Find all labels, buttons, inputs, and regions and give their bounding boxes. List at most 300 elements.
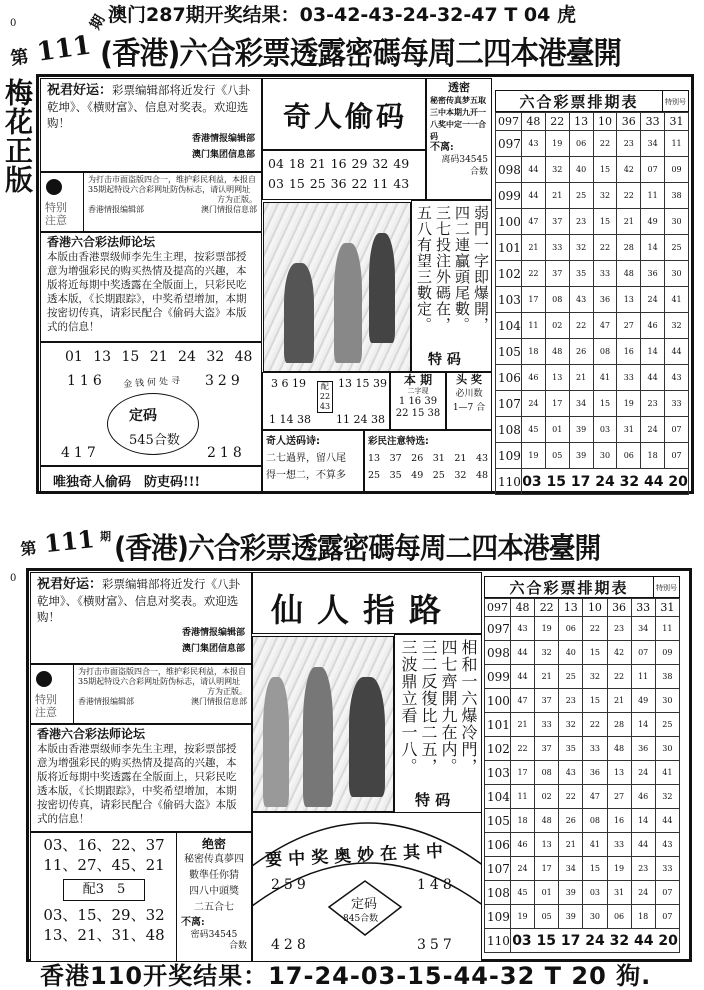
period-cell: 107 xyxy=(496,391,522,417)
ring-br: 218 xyxy=(207,445,246,461)
table-row xyxy=(496,235,689,261)
number-cell: 09 xyxy=(655,641,679,665)
number-cell: 22 xyxy=(583,713,607,737)
number-cell: 16 xyxy=(617,339,641,365)
notice-label: 特别注意 xyxy=(35,693,57,719)
verse-line: 五八有望三數定。 xyxy=(415,205,433,333)
number-cell: 47 xyxy=(522,209,546,235)
number-cell: 36 xyxy=(631,737,655,761)
table-header-row xyxy=(485,599,680,617)
number-cell: 25 xyxy=(655,713,679,737)
number-cell: 38 xyxy=(665,183,689,209)
verse-line: 三波鼎立看一八。 xyxy=(399,639,418,775)
number-cell: 49 xyxy=(631,689,655,713)
number-cell: 47 xyxy=(593,313,617,339)
period-cell: 100 xyxy=(496,209,522,235)
number-cell: 14 xyxy=(631,809,655,833)
number-cell: 18 xyxy=(641,443,665,469)
panel2-title: 仙人指路 xyxy=(271,591,456,629)
picks-title: 彩民注意特选: xyxy=(368,436,429,447)
pair-label: 配3 5 xyxy=(63,879,145,901)
number-cell: 21 xyxy=(607,689,631,713)
number-cell: 33 xyxy=(593,261,617,287)
panel1-title-box xyxy=(262,78,426,150)
period-cell: 105 xyxy=(496,339,522,365)
number-cell: 32 xyxy=(545,157,569,183)
greeting-sign2: 澳门集团信息部 xyxy=(181,644,245,654)
number-cell: 31 xyxy=(607,881,631,905)
verse-label: 特 码 xyxy=(415,791,451,809)
number-cell: 48 xyxy=(535,809,559,833)
number-cell: 23 xyxy=(559,689,583,713)
left-numbers: 01 13 15 21 24 32 48 xyxy=(65,349,253,365)
number-cell: 21 xyxy=(545,183,569,209)
header-cell: 13 xyxy=(569,113,593,131)
number-cell: 26 xyxy=(569,339,593,365)
number-cell: 24 xyxy=(631,761,655,785)
number-cell: 48 xyxy=(607,737,631,761)
number-cell: 13 xyxy=(617,287,641,313)
number-cell: 19 xyxy=(617,391,641,417)
diamond-box xyxy=(252,812,482,962)
number-cell: 14 xyxy=(631,713,655,737)
number-cell: 24 xyxy=(641,417,665,443)
notice-box xyxy=(30,664,252,724)
number-cell: 46 xyxy=(641,313,665,339)
latest-result: 03 15 17 24 32 44 20 xyxy=(522,469,689,495)
number-cell: 32 xyxy=(583,665,607,689)
greeting-sign1: 香港情报编辑部 xyxy=(181,628,245,638)
number-cell: 24 xyxy=(511,857,535,881)
number-cell: 14 xyxy=(641,339,665,365)
table-row xyxy=(496,183,689,209)
table-row xyxy=(496,391,689,417)
notice-tail: 方为正版。 xyxy=(207,687,247,696)
number-cell: 23 xyxy=(607,617,631,641)
panel1-footer: 唯独奇人偷码 防吏码!!! xyxy=(40,466,262,492)
pair-br: 11 24 38 xyxy=(336,413,385,426)
number-cell: 30 xyxy=(593,443,617,469)
first-prize-title: 头 奖 xyxy=(456,373,482,386)
poem-l1: 二七過界，留八尾 xyxy=(266,453,346,464)
number-cell: 22 xyxy=(583,617,607,641)
this-issue-box xyxy=(390,372,446,430)
greeting-box xyxy=(30,572,252,664)
header-cell: 22 xyxy=(535,599,559,617)
notice-body: 为打击市面盗版四合一，维护彩民利益，本报自35期起特设六合彩网址防伪标志，请认明网址 xyxy=(88,175,256,194)
issue-value: 111 xyxy=(42,524,96,559)
number-cell: 19 xyxy=(535,617,559,641)
table-row xyxy=(496,287,689,313)
table-row xyxy=(485,665,680,689)
number-cell: 11 xyxy=(655,617,679,641)
table-row xyxy=(496,209,689,235)
number-cell: 22 xyxy=(522,261,546,287)
number-cell: 13 xyxy=(545,365,569,391)
number-cell: 39 xyxy=(559,905,583,929)
number-cell: 40 xyxy=(559,641,583,665)
verse-line: 三七投注外碼在， xyxy=(434,205,452,333)
schedule-table-bottom xyxy=(484,576,680,953)
number-cell: 21 xyxy=(559,833,583,857)
number-cell: 27 xyxy=(617,313,641,339)
number-cell: 37 xyxy=(535,737,559,761)
arc-text: 要中奖奥妙在其中 xyxy=(264,841,450,871)
verse-label: 特 码 xyxy=(428,352,461,368)
header-cell: 10 xyxy=(583,599,607,617)
nums-bottom-2: 13、21、31、48 xyxy=(43,926,165,944)
number-cell: 43 xyxy=(665,365,689,391)
period-cell: 104 xyxy=(485,785,511,809)
number-cell: 22 xyxy=(617,183,641,209)
number-cell: 33 xyxy=(665,391,689,417)
period-cell: 098 xyxy=(496,157,522,183)
table-row xyxy=(496,443,689,469)
period-cell: 103 xyxy=(496,287,522,313)
secret-body: 秘密传真梦五取三中本期九开一八奖中定一一合码 xyxy=(430,95,486,141)
number-cell: 23 xyxy=(641,391,665,417)
diamond-sum: 845合数 xyxy=(343,914,379,924)
header-cell: 22 xyxy=(545,113,569,131)
number-cell: 46 xyxy=(522,365,546,391)
number-cell: 30 xyxy=(583,905,607,929)
number-cell: 15 xyxy=(593,157,617,183)
number-cell: 37 xyxy=(545,261,569,287)
issue-prefix: 第 xyxy=(9,46,31,70)
picks-l1: 13 37 26 31 21 43 xyxy=(368,453,489,464)
number-cell: 32 xyxy=(535,641,559,665)
diamond-bl: 428 xyxy=(271,937,310,953)
number-cell: 32 xyxy=(655,785,679,809)
table-row xyxy=(485,833,680,857)
nums-top-2: 11、27、45、21 xyxy=(43,856,165,874)
table-row xyxy=(485,809,680,833)
secret2-sum: 合数 xyxy=(228,941,247,951)
period-cell: 097 xyxy=(496,131,522,157)
greeting-sign1: 香港情报编辑部 xyxy=(191,134,255,144)
number-cell: 06 xyxy=(569,131,593,157)
table-header-row xyxy=(496,113,689,131)
headline: (香港)六合彩票透露密碼每周二四本港臺開 xyxy=(114,531,601,565)
this-issue-l1: 1 16 39 xyxy=(398,396,438,407)
number-cell: 42 xyxy=(617,157,641,183)
secret2-line: 二五合七 xyxy=(194,902,234,913)
number-cell: 30 xyxy=(655,689,679,713)
panel1-title: 奇人偷码 xyxy=(283,100,408,133)
number-cell: 22 xyxy=(511,737,535,761)
pair-mid: 配 xyxy=(321,382,329,391)
number-cell: 15 xyxy=(583,641,607,665)
issue-number xyxy=(19,524,96,561)
number-cell: 08 xyxy=(583,809,607,833)
secret2-label: 不离: xyxy=(181,917,205,928)
number-cell: 22 xyxy=(569,313,593,339)
number-cell: 07 xyxy=(631,641,655,665)
this-issue-title: 本 期 xyxy=(403,373,433,387)
table-row-latest xyxy=(496,469,689,495)
number-cell: 44 xyxy=(655,809,679,833)
first-prize-l2: 1—7 合 xyxy=(452,403,486,413)
latest-result: 03 15 17 24 32 44 20 xyxy=(511,929,680,953)
header-cell: 33 xyxy=(631,599,655,617)
number-cell: 15 xyxy=(583,689,607,713)
number-cell: 33 xyxy=(535,713,559,737)
table-row xyxy=(496,365,689,391)
number-cell: 34 xyxy=(631,617,655,641)
number-cell: 32 xyxy=(559,713,583,737)
table-row xyxy=(485,905,680,929)
number-cell: 39 xyxy=(559,881,583,905)
panel2-verse-box xyxy=(394,634,482,814)
number-cell: 49 xyxy=(641,209,665,235)
period-cell: 108 xyxy=(485,881,511,905)
header-cell: 48 xyxy=(511,599,535,617)
number-cell: 17 xyxy=(545,391,569,417)
number-cell: 24 xyxy=(522,391,546,417)
number-cell: 45 xyxy=(511,881,535,905)
schedule-title: 六合彩票排期表 xyxy=(509,579,629,597)
number-cell: 41 xyxy=(665,287,689,313)
panel1-verse-box xyxy=(411,200,492,372)
number-cell: 36 xyxy=(583,761,607,785)
number-cell: 15 xyxy=(583,857,607,881)
number-cell: 11 xyxy=(665,131,689,157)
number-cell: 43 xyxy=(569,287,593,313)
secret-code: 离码34545 xyxy=(441,155,488,165)
number-cell: 11 xyxy=(511,785,535,809)
number-cell: 43 xyxy=(559,761,583,785)
greeting-title: 祝君好运： xyxy=(47,83,113,98)
number-cell: 41 xyxy=(593,365,617,391)
forum-body: 本版由香港票级师李先生主理，按彩票部授意为增强彩民的购买热情及提高的兴趣，本版将近每期中奖透露在全版面上，只彩民吃透本版，《长期跟踪》，中奖希望增加，本期按密切传真，请彩民配合《偷码大盗》本版式的信息！ xyxy=(37,743,237,825)
number-cell: 32 xyxy=(569,235,593,261)
number-cell: 21 xyxy=(617,209,641,235)
number-cell: 11 xyxy=(631,665,655,689)
notice-sign1: 香港情报编辑部 xyxy=(78,697,134,706)
number-cell: 17 xyxy=(522,287,546,313)
number-cell: 25 xyxy=(665,235,689,261)
number-cell: 36 xyxy=(641,261,665,287)
number-cell: 05 xyxy=(535,905,559,929)
header-cell: 13 xyxy=(559,599,583,617)
number-cell: 43 xyxy=(522,131,546,157)
period-cell: 103 xyxy=(485,761,511,785)
number-cell: 42 xyxy=(607,641,631,665)
number-cell: 44 xyxy=(511,665,535,689)
poem-l2: 得一想二，不算多 xyxy=(266,470,346,481)
forum-box xyxy=(30,724,252,832)
number-cell: 02 xyxy=(535,785,559,809)
pair-mid: 22 xyxy=(319,392,331,401)
diamond-center: 定码 xyxy=(351,897,378,912)
number-cell: 46 xyxy=(511,833,535,857)
picks-l2: 25 35 49 25 32 48 xyxy=(368,470,489,481)
number-cell: 35 xyxy=(559,737,583,761)
number-cell: 15 xyxy=(593,391,617,417)
number-cell: 11 xyxy=(641,183,665,209)
number-cell: 41 xyxy=(583,833,607,857)
number-cell: 47 xyxy=(511,689,535,713)
period-cell: 098 xyxy=(485,641,511,665)
number-cell: 33 xyxy=(545,235,569,261)
table-row xyxy=(485,857,680,881)
number-cell: 33 xyxy=(607,833,631,857)
number-cell: 47 xyxy=(583,785,607,809)
number-cell: 43 xyxy=(655,833,679,857)
table-row xyxy=(496,131,689,157)
number-cell: 13 xyxy=(607,761,631,785)
table-row xyxy=(496,339,689,365)
secret2-title: 绝密 xyxy=(201,837,226,851)
headline: (香港)六合彩票透露密碼每周二四本港臺開 xyxy=(100,36,622,72)
number-cell: 07 xyxy=(641,157,665,183)
header-cell: 48 xyxy=(522,113,546,131)
period-cell: 105 xyxy=(485,809,511,833)
period-cell: 107 xyxy=(485,857,511,881)
number-cell: 32 xyxy=(593,183,617,209)
schedule-grid xyxy=(484,598,680,953)
number-cell: 44 xyxy=(511,641,535,665)
number-cell: 03 xyxy=(593,417,617,443)
number-cell: 06 xyxy=(617,443,641,469)
period-cell: 101 xyxy=(485,713,511,737)
number-cell: 23 xyxy=(617,131,641,157)
issue-prefix: 第 xyxy=(19,538,38,559)
header-cell: 36 xyxy=(617,113,641,131)
picks-box xyxy=(364,430,492,492)
number-cell: 18 xyxy=(522,339,546,365)
period-cell: 106 xyxy=(496,365,522,391)
number-cell: 26 xyxy=(559,809,583,833)
table-row xyxy=(485,761,680,785)
table-row xyxy=(496,157,689,183)
panel1-numbers xyxy=(262,150,426,200)
pair-bl: 1 14 38 xyxy=(269,413,311,426)
number-cell: 45 xyxy=(522,417,546,443)
notice-sign2: 澳门情报信息部 xyxy=(191,697,247,706)
bomb-icon xyxy=(36,671,52,687)
number-cell: 40 xyxy=(569,157,593,183)
period-cell: 108 xyxy=(496,417,522,443)
number-cell: 44 xyxy=(641,365,665,391)
number-cell: 13 xyxy=(535,833,559,857)
number-cell: 25 xyxy=(569,183,593,209)
secret-box xyxy=(426,78,492,200)
number-cell: 19 xyxy=(545,131,569,157)
number-cell: 06 xyxy=(607,905,631,929)
first-prize-l1: 必川数 xyxy=(455,389,483,399)
numbers-row2: 03 15 25 36 22 11 43 xyxy=(268,176,410,191)
number-cell: 30 xyxy=(655,737,679,761)
verse-line: 三二反復比二五， xyxy=(419,639,438,775)
header-cell: 10 xyxy=(593,113,617,131)
number-cell: 34 xyxy=(569,391,593,417)
ring-bl: 417 xyxy=(61,445,100,461)
number-cell: 24 xyxy=(631,881,655,905)
panel2-title-box xyxy=(252,572,482,634)
schedule-title: 六合彩票排期表 xyxy=(519,93,639,111)
header-cell: 36 xyxy=(607,599,631,617)
forum-title: 香港六合彩法师论坛 xyxy=(37,727,146,741)
greeting-body: 彩票编辑部将近发行《八卦乾坤》、《横财富》、信息对奖表。欢迎选购！ xyxy=(47,83,251,130)
ring-tr: 329 xyxy=(205,373,244,389)
number-cell: 21 xyxy=(522,235,546,261)
pair-tl: 3 6 19 xyxy=(271,377,306,390)
issue-suffix: 期 xyxy=(100,530,111,543)
number-cell: 18 xyxy=(511,809,535,833)
number-cell: 07 xyxy=(655,881,679,905)
illustration-court xyxy=(252,636,394,812)
secret-label: 不离: xyxy=(430,142,454,153)
side-label: 梅花正版 xyxy=(1,78,34,194)
number-cell: 19 xyxy=(607,857,631,881)
greeting-body: 彩票编辑部将近发行《八卦乾坤》、《横财富》、信息对奖表。欢迎选购！ xyxy=(37,577,241,624)
table-row xyxy=(485,737,680,761)
number-cell: 22 xyxy=(593,131,617,157)
table-row xyxy=(496,417,689,443)
verse-line: 弱門一字即爆開， xyxy=(472,205,490,333)
table-row xyxy=(485,785,680,809)
poem-box xyxy=(262,430,364,492)
special-number-label: 特别号 xyxy=(662,91,688,111)
number-cell: 30 xyxy=(665,261,689,287)
pair-box xyxy=(262,372,390,430)
pair-mid: 43 xyxy=(319,402,331,411)
hk-result-banner: 香港110开奖结果：17-24-03-15-44-32 T 20 狗. xyxy=(40,962,652,990)
illustration-palace xyxy=(263,202,411,372)
verse-line: 四七齊開九在内。 xyxy=(439,639,458,775)
number-cell: 22 xyxy=(593,235,617,261)
period-cell: 101 xyxy=(496,235,522,261)
number-cell: 44 xyxy=(665,339,689,365)
number-cell: 23 xyxy=(569,209,593,235)
table-row xyxy=(485,689,680,713)
this-issue-l2: 22 15 38 xyxy=(395,408,441,419)
period-cell: 110 xyxy=(496,469,522,495)
table-row xyxy=(496,313,689,339)
number-cell: 34 xyxy=(641,131,665,157)
number-cell: 37 xyxy=(545,209,569,235)
number-cell: 33 xyxy=(655,857,679,881)
period-cell: 104 xyxy=(496,313,522,339)
secret2-code: 密码34545 xyxy=(190,930,238,940)
period-cell: 100 xyxy=(485,689,511,713)
schedule-grid xyxy=(495,112,689,495)
secret2-line: 四八中頭獎 xyxy=(189,886,239,897)
number-cell: 08 xyxy=(535,761,559,785)
number-cell: 09 xyxy=(665,157,689,183)
number-cell: 34 xyxy=(559,857,583,881)
number-cell: 28 xyxy=(617,235,641,261)
ring-tl: 116 xyxy=(67,373,106,389)
schedule-table-top xyxy=(495,90,689,495)
period-cell: 097 xyxy=(485,617,511,641)
number-cell: 43 xyxy=(511,617,535,641)
poem-title: 奇人送码诗: xyxy=(266,436,320,447)
secret-box-2 xyxy=(176,832,252,962)
issue-number xyxy=(8,30,93,71)
notice-sign2: 澳门情报信息部 xyxy=(201,205,257,214)
notice-sign1: 香港情报编辑部 xyxy=(88,205,144,214)
number-cell: 27 xyxy=(607,785,631,809)
number-cell: 32 xyxy=(665,313,689,339)
corner-mark: 0 xyxy=(10,573,17,584)
nums-bottom-1: 03、15、29、32 xyxy=(43,906,165,924)
number-cell: 16 xyxy=(607,809,631,833)
this-issue-sub: 二字现 xyxy=(407,387,429,395)
header-cell: 097 xyxy=(496,113,522,131)
corner-mark: 0 xyxy=(10,18,17,29)
